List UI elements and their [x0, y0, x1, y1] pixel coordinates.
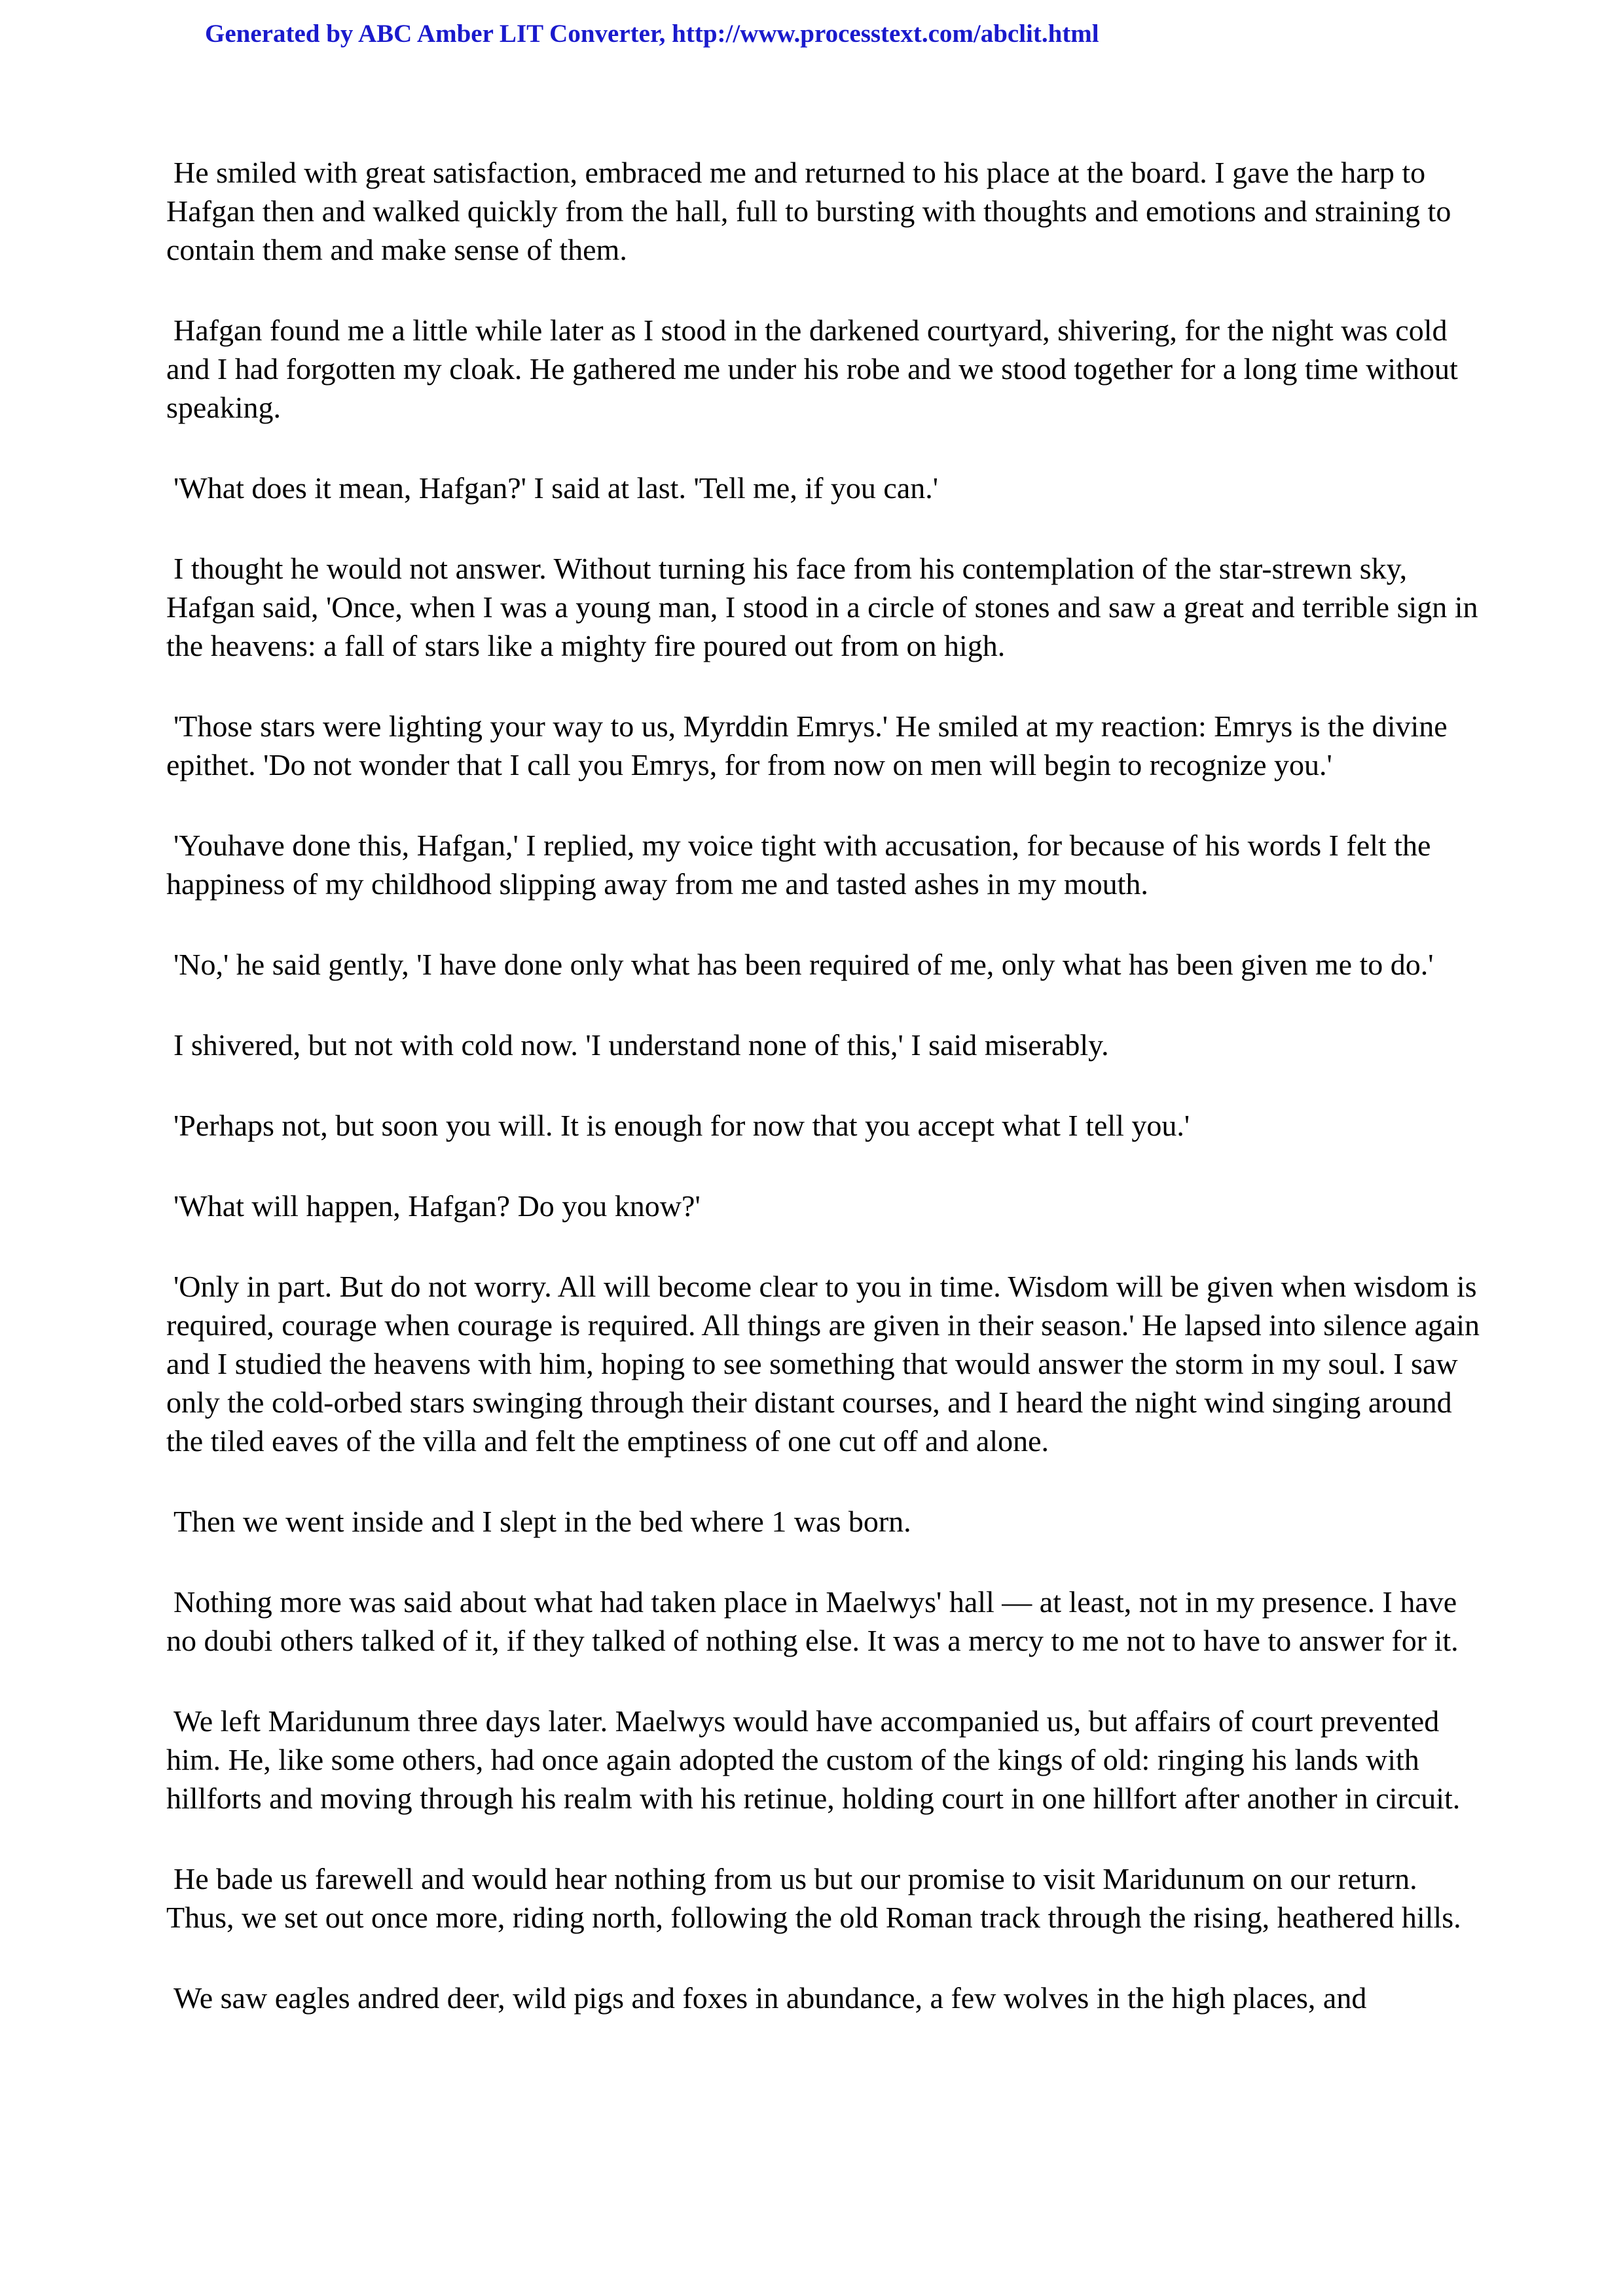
paragraph: We left Maridunum three days later. Maelwys would have accompanied us, but affairs of court prevented him. He, like some others, had once again adopted the custom of the kings of old: ringing his lands with hillforts and moving through his realm with his retinue, holding court in one hillfort after another in circuit.	[166, 1704, 1461, 1815]
paragraph: 'What does it mean, Hafgan?' I said at last. 'Tell me, if you can.'	[173, 471, 939, 505]
paragraph: Hafgan found me a little while later as I stood in the darkened courtyard, shivering, for the night was cold and I had forgotten my cloak. He gathered me under his robe and we stood together for a long time without speaking.	[166, 314, 1458, 424]
paragraph: 'Those stars were lighting your way to us, Myrddin Emrys.' He smiled at my reaction: Emrys is the divine epithet. 'Do not wonder that I call you Emrys, for from now on men will begin to recognize you.'	[166, 709, 1448, 781]
paragraph: He bade us farewell and would hear nothing from us but our promise to visit Maridunum on our return. Thus, we set out once more, riding north, following the old Roman track through the rising, heathered hills.	[166, 1862, 1461, 1934]
paragraph: Nothing more was said about what had taken place in Maelwys' hall — at least, not in my presence. I have no doubi others talked of it, if they talked of nothing else. It was a mercy to me not to have to answer for it.	[166, 1585, 1459, 1657]
paragraph: He smiled with great satisfaction, embraced me and returned to his place at the board. I gave the harp to Hafgan then and walked quickly from the hall, full to bursting with thoughts and emotions and straining to contain them and make sense of them.	[166, 156, 1451, 266]
paragraph: Then we went inside and I slept in the bed where 1 was born.	[173, 1505, 911, 1538]
converter-header: Generated by ABC Amber LIT Converter, http://www.processtext.com/abclit.html	[205, 20, 1099, 48]
document-body	[166, 153, 1482, 2059]
paragraph: I shivered, but not with cold now. 'I understand none of this,' I said miserably.	[173, 1028, 1109, 1062]
paragraph: 'Perhaps not, but soon you will. It is enough for now that you accept what I tell you.'	[173, 1109, 1190, 1142]
paragraph: 'Only in part. But do not worry. All will become clear to you in time. Wisdom will be given when wisdom is required, courage when courage is required. All things are given in their season.' He lapsed into silence again and I studied the heavens with him, hoping to see something that would answer the storm in my soul. I saw only the cold-orbed stars swinging through their distant courses, and I heard the night wind singing around the tiled eaves of the villa and felt the emptiness of one cut off and alone.	[166, 1270, 1480, 1458]
paragraph: 'Youhave done this, Hafgan,' I replied, my voice tight with accusation, for because of his words I felt the happiness of my childhood slipping away from me and tasted ashes in my mouth.	[166, 829, 1431, 901]
paragraph: We saw eagles andred deer, wild pigs and foxes in abundance, a few wolves in the high places, and	[173, 1981, 1367, 2015]
paragraph: I thought he would not answer. Without turning his face from his contemplation of the star-strewn sky, Hafgan said, 'Once, when I was a young man, I stood in a circle of stones and saw a great and terrible sign in the heavens: a fall of stars like a mighty fire poured out from on high.	[166, 552, 1478, 662]
paragraph: 'What will happen, Hafgan? Do you know?'	[173, 1189, 701, 1223]
paragraph: 'No,' he said gently, 'I have done only what has been required of me, only what has been given me to do.'	[173, 948, 1434, 981]
